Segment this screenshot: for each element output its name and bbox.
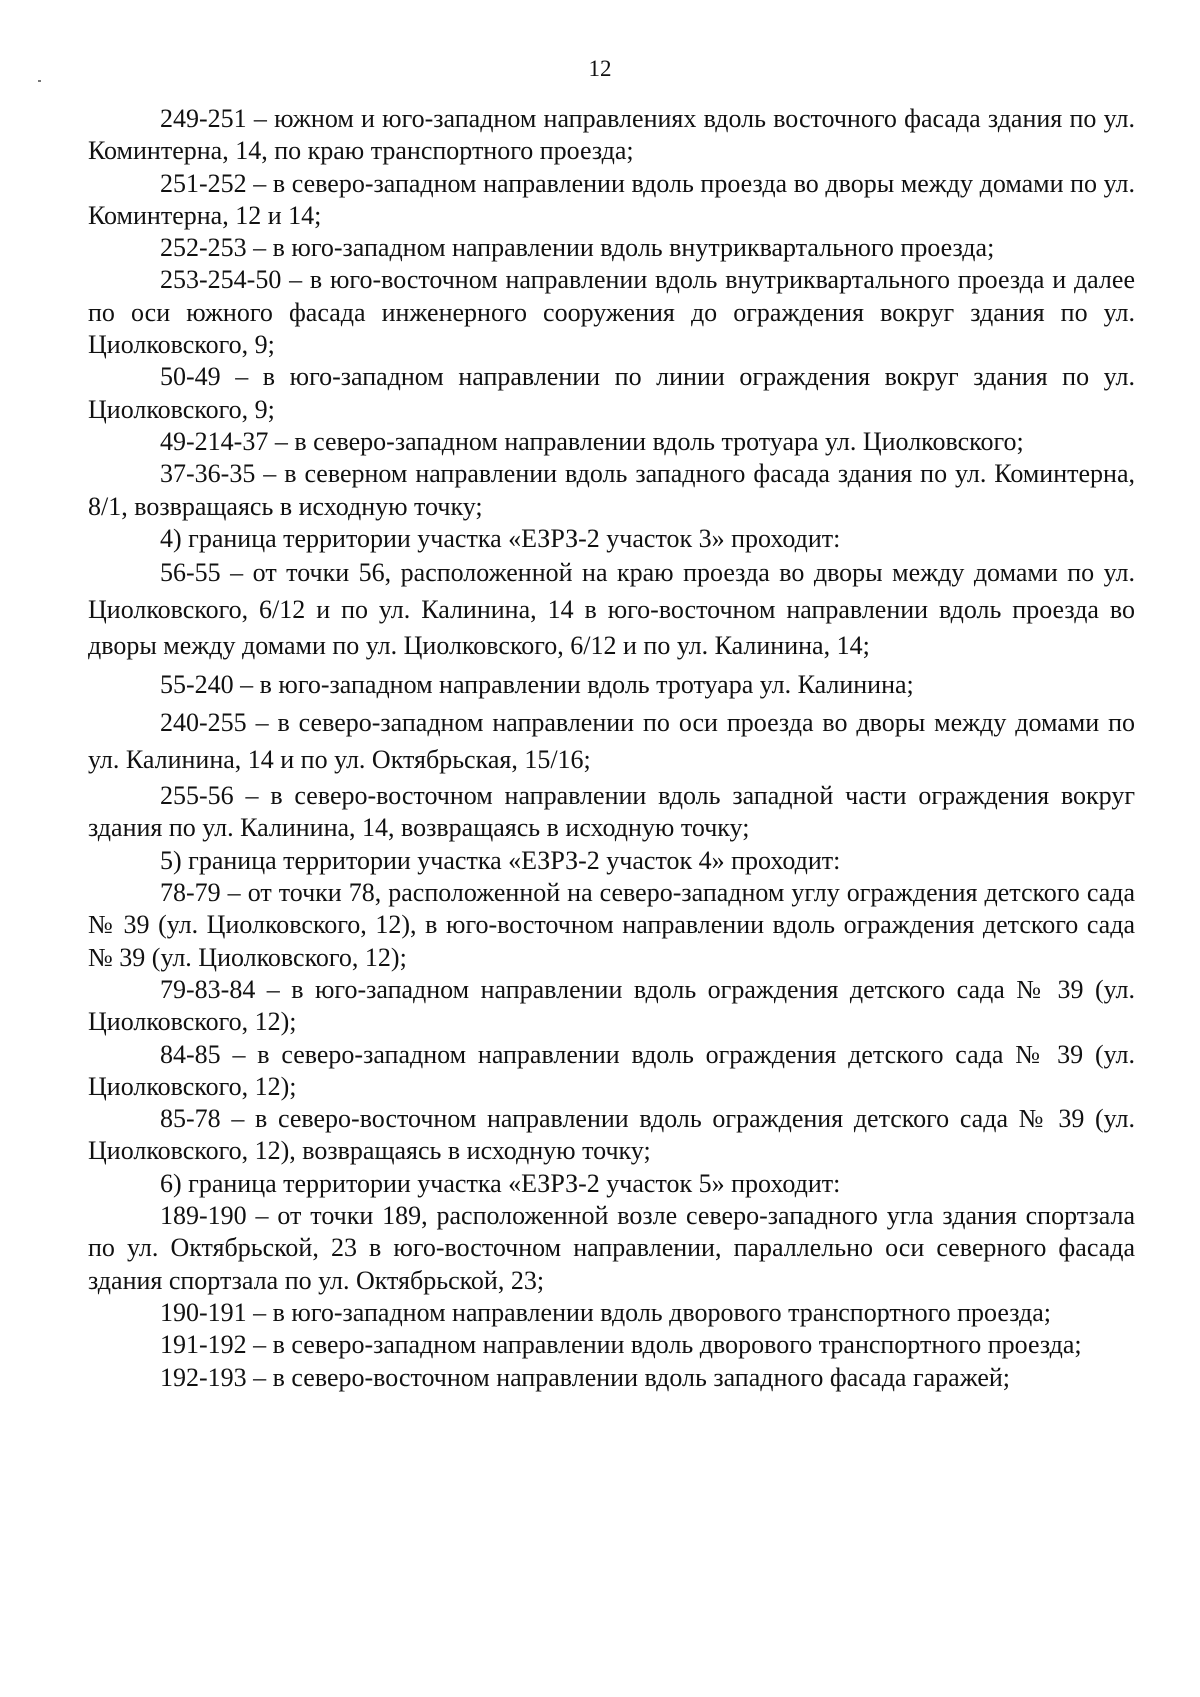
heading-plot-4: 5) граница территории участка «ЕЗРЗ-2 участок 4» проходит: [160,845,841,875]
paragraph-78-79: 78-79 – от точки 78, расположенной на северо-западном углу ограждения детского сада № 39 (ул. Циолковского, 12), в юго-восточном направлении вдоль ограждения детского сада № 39 (ул. Циолковского, 12); [88,878,1135,972]
paragraph-251-252: 251-252 – в северо-западном направлении вдоль проезда во дворы между домами по ул. Коминтерна, 12 и 14; [88,168,1135,230]
paragraph-192-193: 192-193 – в северо-восточном направлении вдоль западного фасада гаражей; [160,1362,1011,1392]
paragraph-190-191: 190-191 – в юго-западном направлении вдоль дворового транспортного проезда; [160,1297,1052,1327]
paragraph-240-255: 240-255 – в северо-западном направлении по оси проезда во дворы между домами по ул. Калинина, 14 и по ул. Октябрьская, 15/16; [88,708,1135,774]
heading-plot-5: 6) граница территории участка «ЕЗРЗ-2 участок 5» проходит: [160,1168,841,1198]
paragraph-37-36-35: 37-36-35 – в северном направлении вдоль западного фасада здания по ул. Коминтерна, 8/1, возвращаясь в исходную точку; [88,459,1135,521]
document-body [88,103,1135,1394]
paragraph-252-253: 252-253 – в юго-западном направлении вдоль внутриквартального проезда; [160,233,995,263]
paragraph-55-240: 55-240 – в юго-западном направлении вдоль тротуара ул. Калинина; [160,669,914,699]
page-number: 12 [588,56,612,81]
paragraph-249-251: 249-251 – южном и юго-западном направлениях вдоль восточного фасада здания по ул. Коминтерна, 14, по краю транспортного проезда; [88,104,1135,166]
paragraph-49-214-37: 49-214-37 – в северо-западном направлении вдоль тротуара ул. Циолковского; [160,426,1024,456]
paragraph-84-85: 84-85 – в северо-западном направлении вдоль ограждения детского сада № 39 (ул. Циолковского, 12); [88,1039,1135,1101]
paragraph-255-56: 255-56 – в северо-восточном направлении вдоль западной части ограждения вокруг здания по ул. Калинина, 14, возвращаясь в исходную точку; [88,781,1135,843]
paragraph-253-254-50: 253-254-50 – в юго-восточном направлении вдоль внутриквартального проезда и далее по оси южного фасада инженерного сооружения до ограждения вокруг здания по ул. Циолковского, 9; [88,265,1135,360]
paragraph-191-192: 191-192 – в северо-западном направлении вдоль дворового транспортного проезда; [160,1330,1082,1360]
paragraph-56-55: 56-55 – от точки 56, расположенной на краю проезда во дворы между домами по ул. Циолковского, 6/12 и по ул. Калинина, 14 в юго-восточном направлении вдоль проезда во дворы между домами по ул. Циолковского, 6/12 и по ул. Калинина, 14; [88,558,1135,661]
paragraph-189-190: 189-190 – от точки 189, расположенной возле северо-западного угла здания спортзала по ул. Октябрьской, 23 в юго-восточном направлении, параллельно оси северного фасада здания спортзала по ул. Октябрьской, 23; [88,1201,1135,1295]
paragraph-50-49: 50-49 – в юго-западном направлении по линии ограждения вокруг здания по ул. Циолковского, 9; [88,362,1135,424]
heading-plot-3: 4) граница территории участка «ЕЗРЗ-2 участок 3» проходит: [160,523,841,553]
paragraph-79-83-84: 79-83-84 – в юго-западном направлении вдоль ограждения детского сада № 39 (ул. Циолковского, 12); [88,974,1135,1037]
paragraph-85-78: 85-78 – в северо-восточном направлении вдоль ограждения детского сада № 39 (ул. Циолковского, 12), возвращаясь в исходную точку; [88,1104,1135,1166]
